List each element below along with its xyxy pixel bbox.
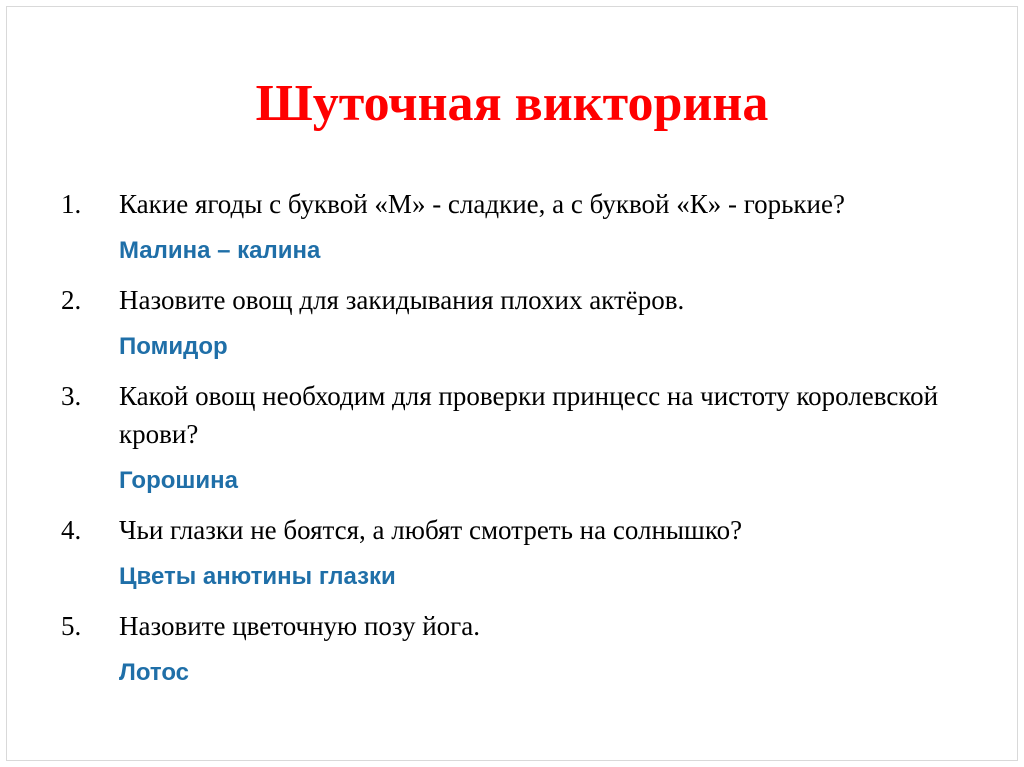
question-row xyxy=(61,511,1001,549)
question-text: Назовите овощ для закидывания плохих актёров. xyxy=(119,285,685,315)
question-number: 2. xyxy=(61,285,82,315)
answer-text: Горошина xyxy=(119,467,238,494)
question-text: Назовите цветочную позу йога. xyxy=(119,611,480,641)
answer-text: Цветы анютины глазки xyxy=(119,563,396,590)
slide-title: Шуточная викторина xyxy=(255,75,769,132)
answer-text: Малина – калина xyxy=(119,237,321,264)
quiz-item xyxy=(61,377,1001,498)
answer-text: Помидор xyxy=(119,333,228,360)
question-number: 3. xyxy=(61,381,82,411)
question-text: Какие ягоды с буквой «М» - сладкие, а с буквой «К» - горькие? xyxy=(119,189,845,219)
question-row xyxy=(61,377,1001,453)
quiz-slide xyxy=(6,6,1018,761)
question-number: 1. xyxy=(61,189,82,219)
answer-text: Лотос xyxy=(119,659,190,686)
question-row xyxy=(61,281,1001,319)
quiz-item xyxy=(61,607,1001,690)
quiz-item xyxy=(61,281,1001,364)
question-text: Чьи глазки не боятся, а любят смотреть на солнышко? xyxy=(119,515,743,545)
quiz-item xyxy=(61,185,1001,268)
question-number: 4. xyxy=(61,515,82,545)
question-list xyxy=(61,185,1001,703)
question-row xyxy=(61,607,1001,645)
question-text: Какой овощ необходим для проверки принцесс на чистоту королевской крови? xyxy=(119,381,939,449)
question-number: 5. xyxy=(61,611,82,641)
question-row xyxy=(61,185,1001,223)
quiz-item xyxy=(61,511,1001,594)
